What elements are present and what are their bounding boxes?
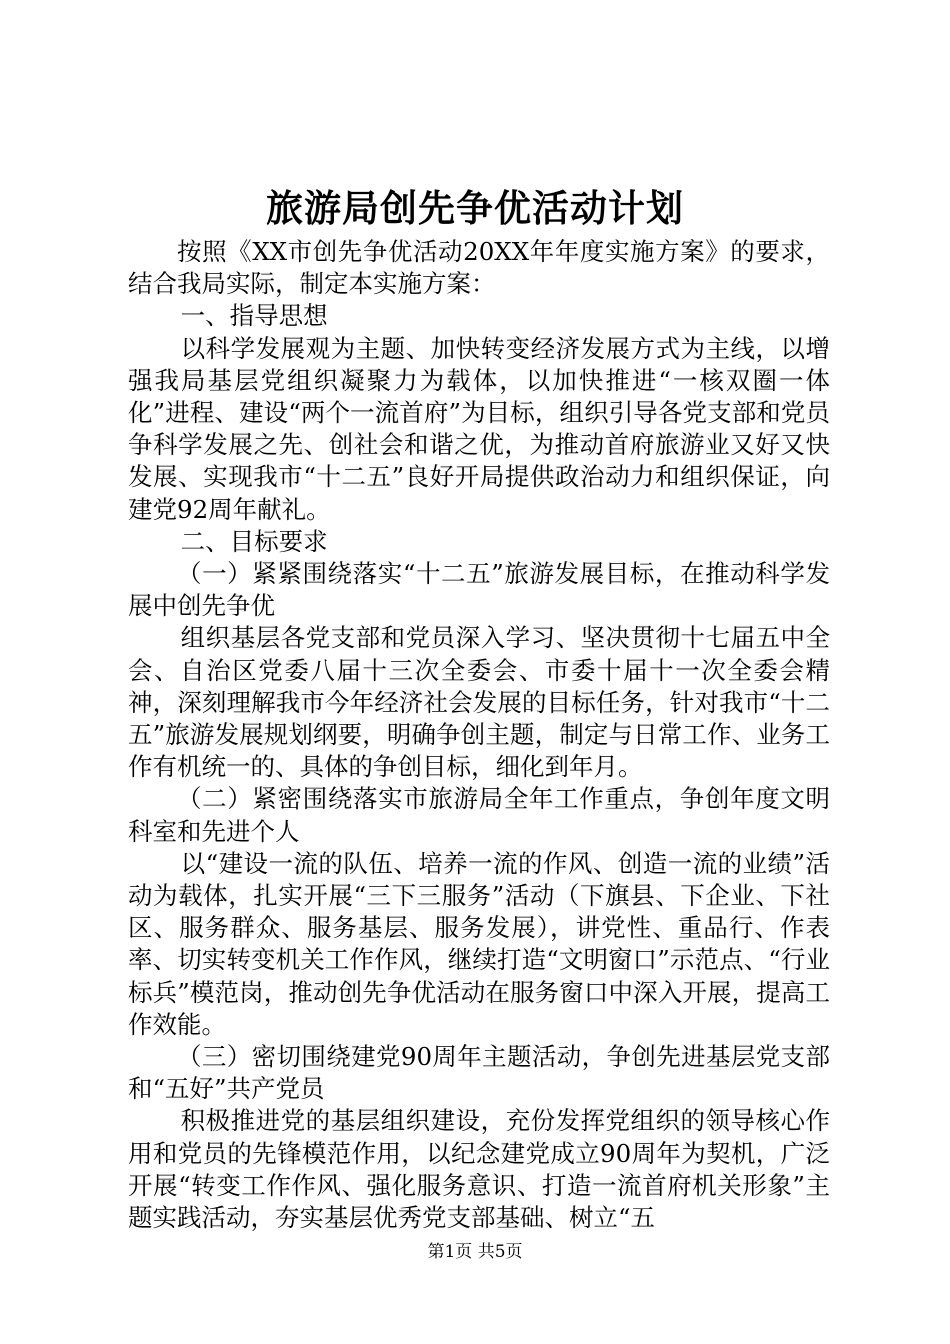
subheading-goal-3: （三）密切围绕建党90周年主题活动，争创先进基层党支部和“五好”共产党员: [128, 1042, 830, 1104]
document-body: [128, 236, 830, 1234]
page-number-footer: 第1页 共5页: [427, 1242, 523, 1262]
paragraph-guiding-thought: 以科学发展观为主题、加快转变经济发展方式为主线，以增强我局基层党组织凝聚力为载体，以加快推进“一核双圈一体化”进程、建设“两个一流首府”为目标，组织引导各党支部和党员争科学发展之先、创社会和谐之优，为推动首府旅游业又好又快发展、实现我市“十二五”良好开局提供政治动力和组织保证，向建党92周年献礼。: [128, 333, 830, 524]
paragraph-goal-2: 以“建设一流的队伍、培养一流的作风、创造一流的业绩”活动为载体，扎实开展“三下三服务”活动（下旗县、下企业、下社区、服务群众、服务基层、服务发展），讲党性、重品行、作表率、切实转变机关工作作风，继续打造“文明窗口”示范点、“行业标兵”模范岗，推动创先争优活动在服务窗口中深入开展，提高工作效能。: [128, 848, 830, 1039]
intro-paragraph: 按照《XX市创先争优活动20XX年年度实施方案》的要求，结合我局实际，制定本实施方案：: [128, 237, 830, 299]
subheading-goal-2: （二）紧密围绕落实市旅游局全年工作重点，争创年度文明科室和先进个人: [128, 784, 830, 846]
section-heading-goals: 二、目标要求: [180, 526, 328, 556]
paragraph-goal-1: 组织基层各党支部和党员深入学习、坚决贯彻十七届五中全会、自治区党委八届十三次全委会、市委十届十一次全委会精神，深刻理解我市今年经济社会发展的目标任务，针对我市“十二五”旅游发展规划纲要，明确争创主题，制定与日常工作、业务工作有机统一的、具体的争创目标，细化到年月。: [128, 623, 830, 782]
subheading-goal-1: （一）紧紧围绕落实“十二五”旅游发展目标，在推动科学发展中创先争优: [128, 559, 830, 621]
paragraph-goal-3: 积极推进党的基层组织建设，充份发挥党组织的领导核心作用和党员的先锋模范作用，以纪念建党成立90周年为契机，广泛开展“转变工作作风、强化服务意识、打造一流首府机关形象”主题实践活动，夯实基层优秀党支部基础、树立“五: [128, 1106, 830, 1233]
section-heading-guiding-thought: 一、指导思想: [180, 301, 328, 331]
document-title: 旅游局创先争优活动计划: [266, 186, 684, 230]
